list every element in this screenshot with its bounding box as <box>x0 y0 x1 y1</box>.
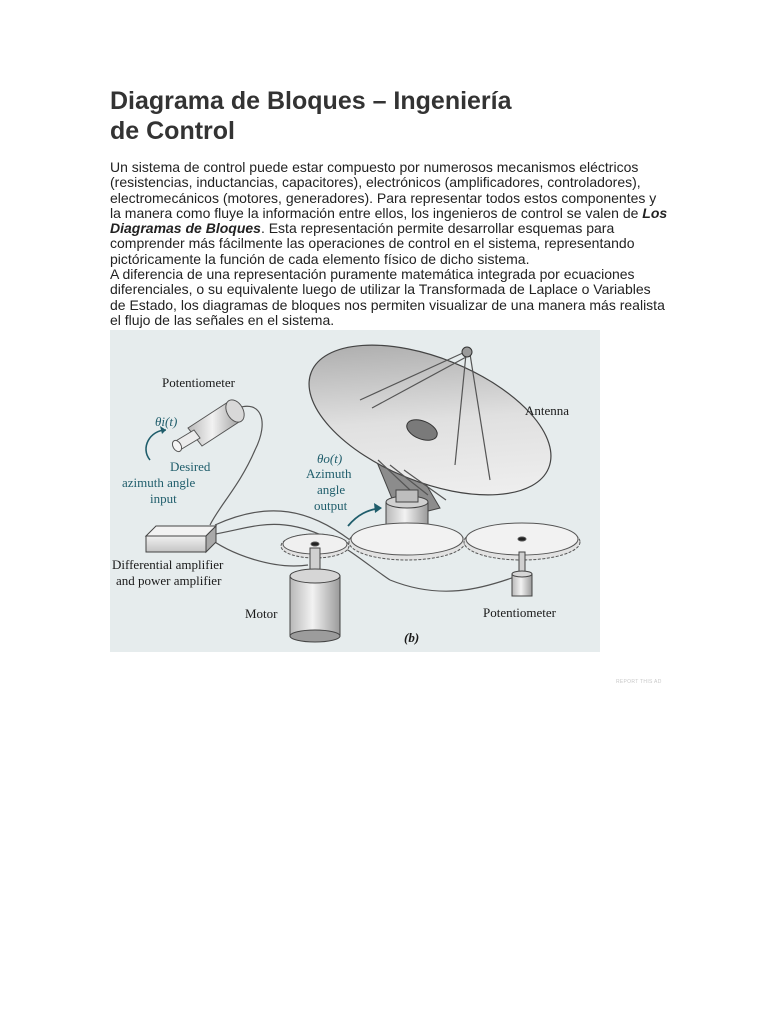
antenna-system-figure <box>110 330 600 652</box>
label-desired-2: azimuth angle <box>122 475 196 490</box>
paragraph-1 <box>110 160 670 267</box>
label-motor: Motor <box>245 606 278 621</box>
gears <box>281 523 580 560</box>
body-text <box>110 160 670 328</box>
paragraph-2: A diferencia de una representación puramente matemática integrada por ecuaciones diferenciales, o su equivalente luego de utilizar la Transformada de Laplace o Variables de Estado, los diagramas de bloques nos permiten visualizar de una manera más realista el flujo de las señales en el sistema. <box>110 266 665 328</box>
label-theta-o: θo(t) <box>317 451 343 466</box>
report-ad-link[interactable]: REPORT THIS AD <box>616 679 662 685</box>
page-title <box>110 86 670 146</box>
label-azimuth-1: Azimuth <box>306 466 352 481</box>
label-theta-i: θi(t) <box>155 414 178 429</box>
label-azimuth-2: angle <box>317 482 346 497</box>
antenna-system-illustration <box>110 330 600 652</box>
label-antenna: Antenna <box>525 403 570 418</box>
label-diff-amp-1: Differential amplifier <box>112 557 224 572</box>
label-diff-amp-2: and power amplifier <box>116 573 222 588</box>
motor <box>290 548 340 642</box>
differential-amplifier-box <box>146 526 216 552</box>
paragraph-1-emphasis: Los Diagramas de Bloques <box>110 204 668 237</box>
label-potentiometer-bottom: Potentiometer <box>483 605 556 620</box>
title-line-1: Diagrama de Bloques – Ingeniería <box>110 87 512 115</box>
paragraph-1-start: Un sistema de control puede estar compuesto por numerosos mecanismos eléctricos (resistencias, inductancias, capacitores), electrónicos (amplificadores, controladores), electromecánicos (motores, generadores). Para representar todos estos componentes y la manera como fluye la información entre ellos, los ingenieros de control se valen de <box>110 159 657 221</box>
label-desired-3: input <box>150 491 177 506</box>
label-azimuth-3: output <box>314 498 348 513</box>
title-line-2: de Control <box>110 117 235 145</box>
paragraph-1-end: . Esta representación permite desarrollar esquemas para comprender más fácilmente las operaciones de control en el sistema, representando pictóricamente la función de cada elemento físico de dicho sistema. <box>110 220 635 267</box>
label-desired-1: Desired <box>170 459 211 474</box>
document-page <box>110 86 670 328</box>
figure-caption: (b) <box>404 630 420 645</box>
label-potentiometer-top: Potentiometer <box>162 375 235 390</box>
azimuth-arrow-head <box>374 503 382 513</box>
